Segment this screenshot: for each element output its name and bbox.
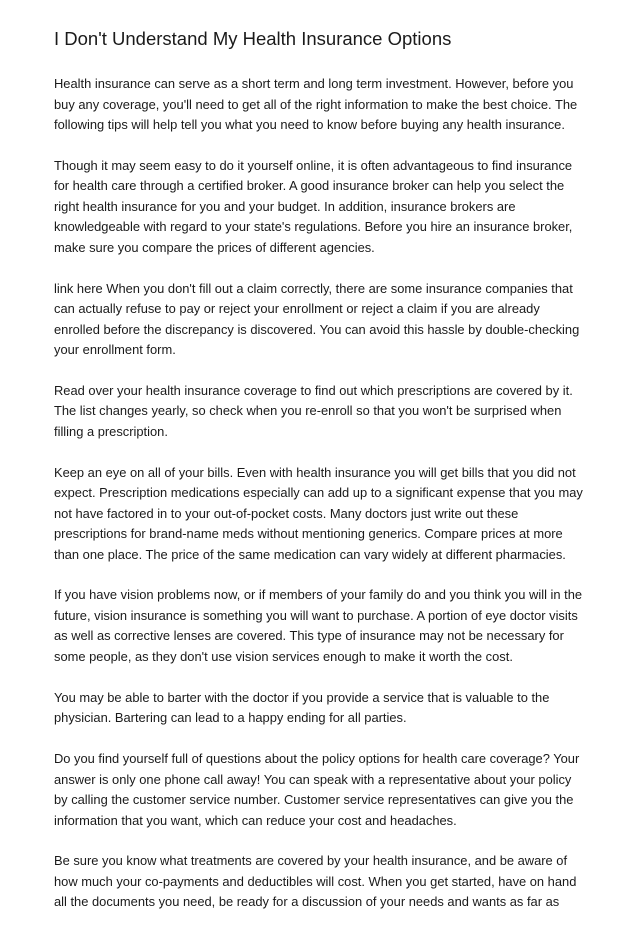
text-line: future, vision insurance is something you will want to purchase. A portion of eye doctor visits	[54, 607, 578, 623]
text-line: following tips will help tell you what you need to know before buying any health insurance.	[54, 117, 565, 132]
text-line: your enrollment form.	[54, 342, 176, 358]
paragraph-claim	[54, 279, 602, 361]
text-line: information that you want, which can reduce your cost and headaches.	[54, 812, 457, 828]
paragraph-broker	[54, 156, 602, 259]
text-line: If you have vision problems now, or if members of your family do and you think you will in the	[54, 587, 583, 603]
text-line: Though it may seem easy to do it yourself online, it is often advantageous to find insurance	[54, 157, 573, 173]
text-line: by calling the customer service number. Customer service representatives can give you the	[54, 792, 574, 808]
text-line: filling a prescription.	[54, 423, 168, 439]
paragraph-intro	[54, 74, 602, 136]
text-line: physician. Bartering can lead to a happy ending for all parties.	[54, 710, 407, 726]
text-line: Be sure you know what treatments are covered by your health insurance, and be aware of	[54, 853, 568, 869]
text-line: Read over your health insurance coverage to find out which prescriptions are covered by it.	[54, 382, 573, 398]
text-line: how much your co-payments and deductibles will cost. When you get started, have on hand	[54, 873, 577, 889]
page-title: I Don't Understand My Health Insurance Options	[54, 28, 452, 49]
text-line: knowledgeable with regard to your state's regulations. Before you hire an insurance broker,	[54, 219, 573, 235]
text-line: prescriptions for brand-name meds without mentioning generics. Compare prices at more	[54, 526, 563, 542]
text-line: Do you find yourself full of questions about the policy options for health care coverage? Your	[54, 751, 580, 767]
text-line: You may be able to barter with the doctor if you provide a service that is valuable to the	[54, 689, 550, 705]
paragraph-vision	[54, 585, 602, 667]
text-line: The list changes yearly, so check when you re-enroll so that you won't be surprised when	[54, 403, 562, 419]
text-line: all the documents you need, be ready for a discussion of your needs and wants as far as	[54, 894, 560, 910]
paragraph-prescriptions	[54, 381, 602, 443]
text-line: answer is only one phone call away! You can speak with a representative about your policy	[54, 771, 572, 787]
text-line: as well as corrective lenses are covered. This type of insurance may not be necessary for	[54, 628, 564, 644]
text-line: some people, as they don't use vision services enough to make it worth the cost.	[54, 648, 513, 664]
text-line: Health insurance can serve as a short term and long term investment. However, before you	[54, 76, 574, 91]
text-line: buy any coverage, you'll need to get all of the right information to make the best choice. The	[54, 96, 578, 112]
text-line: than one place. The price of the same medication can vary widely at different pharmacies.	[54, 546, 566, 562]
document-page	[54, 26, 602, 933]
text-line: link here When you don't fill out a claim correctly, there are some insurance companies that	[54, 280, 573, 296]
text-line: expect. Prescription medications especially can add up to a significant expense that you may	[54, 485, 583, 501]
text-line: can actually refuse to pay or reject your enrollment or reject a claim if you are already	[54, 301, 540, 317]
paragraph-barter	[54, 688, 602, 729]
text-line: right health insurance for you and your budget. In addition, insurance brokers are	[54, 198, 516, 214]
text-line: for health care through a certified broker. A good insurance broker can help you select the	[54, 178, 565, 194]
text-line: Keep an eye on all of your bills. Even with health insurance you will get bills that you did not	[54, 464, 576, 480]
text-line: enrolled before the discrepancy is discovered. You can avoid this hassle by double-checking	[54, 321, 580, 337]
paragraph-treatments	[54, 851, 602, 913]
text-line: make sure you compare the prices of different agencies.	[54, 239, 375, 255]
paragraph-bills	[54, 463, 602, 566]
text-line: not have factored in to your out-of-pocket costs. Many doctors just write out these	[54, 505, 519, 521]
paragraph-questions	[54, 749, 602, 831]
